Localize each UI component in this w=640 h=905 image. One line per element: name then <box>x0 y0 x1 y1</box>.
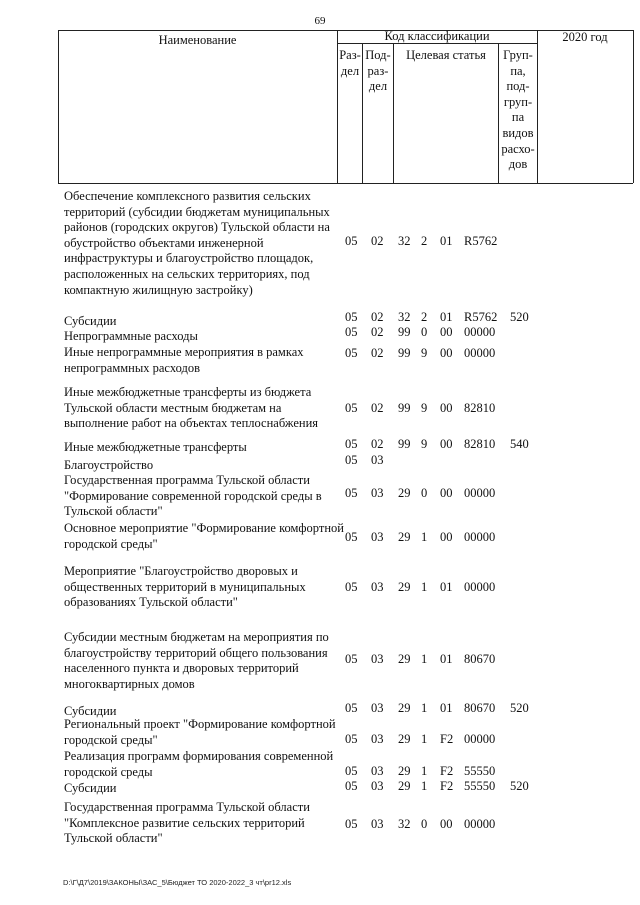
target-code-3: F2 <box>440 779 454 793</box>
target-code-1: 29 <box>398 530 411 544</box>
target-code-4: 00000 <box>464 530 496 544</box>
target-code-4: 00000 <box>464 486 496 500</box>
row-name: Непрограммные расходы <box>64 329 198 343</box>
subsection-code: 03 <box>371 530 384 544</box>
row-name: Обеспечение комплексного развития сельских территорий (субсидии бюджетам муниципальных районов (городских округов) Тульской области на обустройство объектами инженерной инфраструктуры и благоустройство площадок, расположенных на сельских территориях, под компактную жилищную застройку) <box>64 189 330 297</box>
header-subsection-line: раз- <box>367 63 389 78</box>
target-code-4: 80670 <box>464 701 496 715</box>
subsection-code: 02 <box>371 310 384 324</box>
header-year: 2020 год <box>562 30 608 44</box>
target-code-2: 1 <box>421 779 428 793</box>
header-name: Наименование <box>158 33 237 47</box>
target-code-2: 1 <box>421 530 428 544</box>
subsection-code: 03 <box>371 732 384 746</box>
row-name: Субсидии местным бюджетам на мероприятия по благоустройству территорий общего пользования населенного пункта и дворовых территорий многоквартирных домов <box>64 630 329 691</box>
target-code-3: 00 <box>440 346 453 360</box>
target-code-2: 0 <box>421 817 428 831</box>
section-code: 05 <box>345 779 358 793</box>
header-group-line: под- <box>506 79 530 94</box>
target-code-2: 0 <box>421 486 428 500</box>
row-name: Иные межбюджетные трансферты из бюджета Тульской области местным бюджетам на выполнение работ на объектах теплоснабжения <box>64 385 319 431</box>
target-code-3: 01 <box>440 234 453 248</box>
target-code-3: 00 <box>440 486 453 500</box>
target-code-1: 32 <box>398 234 411 248</box>
row-name: Иные непрограммные мероприятия в рамках непрограммных расходов <box>64 345 304 375</box>
row-name: Субсидии <box>64 781 117 795</box>
subsection-code: 03 <box>371 817 384 831</box>
target-code-1: 99 <box>398 325 411 339</box>
header-subsection <box>363 48 393 95</box>
row-name: Государственная программа Тульской области "Формирование современной городской среды в Тульской области" <box>64 473 322 519</box>
header-code-group: Код классификации <box>384 29 490 43</box>
target-code-1: 29 <box>398 764 411 778</box>
target-code-4: R5762 <box>464 310 498 324</box>
target-code-3: 00 <box>440 401 453 415</box>
target-code-4: 00000 <box>464 325 496 339</box>
section-code: 05 <box>345 401 358 415</box>
expense-group-code: 520 <box>510 310 529 324</box>
header-target: Целевая статья <box>406 48 486 62</box>
section-code: 05 <box>345 732 358 746</box>
subsection-code: 02 <box>371 325 384 339</box>
target-code-1: 32 <box>398 817 411 831</box>
target-code-2: 9 <box>421 346 428 360</box>
subsection-code: 03 <box>371 580 384 594</box>
header-group-line: груп- <box>503 94 533 109</box>
row-name: Региональный проект "Формирование комфортной городской среды" <box>64 717 336 747</box>
subsection-code: 03 <box>371 652 384 666</box>
target-code-1: 29 <box>398 701 411 715</box>
target-code-1: 99 <box>398 346 411 360</box>
subsection-code: 02 <box>371 401 384 415</box>
file-path-footer: D:\Г\Д7\2019\ЗАКОНЫ\ЗАС_5\Бюджет ТО 2020-2022_3 чт\pr12.xls <box>63 878 292 887</box>
header-section-line: Раз- <box>339 48 361 62</box>
section-code: 05 <box>345 764 358 778</box>
subsection-code: 03 <box>371 764 384 778</box>
target-code-4: R5762 <box>464 234 498 248</box>
subsection-code: 02 <box>371 437 384 451</box>
target-code-1: 29 <box>398 486 411 500</box>
target-code-4: 82810 <box>464 437 496 451</box>
target-code-4: 80670 <box>464 652 496 666</box>
header-group <box>499 48 537 173</box>
target-code-1: 32 <box>398 310 411 324</box>
header-subsection-line: Под- <box>365 48 391 62</box>
target-code-3: 00 <box>440 325 453 339</box>
target-code-1: 29 <box>398 732 411 746</box>
target-code-3: F2 <box>440 764 454 778</box>
row-name: Благоустройство <box>64 458 154 472</box>
row-name: Иные межбюджетные трансферты <box>64 440 247 454</box>
subsection-code: 02 <box>371 234 384 248</box>
target-code-3: 01 <box>440 580 453 594</box>
target-code-4: 00000 <box>464 817 496 831</box>
target-code-4: 00000 <box>464 346 496 360</box>
section-code: 05 <box>345 346 358 360</box>
section-code: 05 <box>345 453 358 467</box>
target-code-2: 0 <box>421 325 428 339</box>
section-code: 05 <box>345 325 358 339</box>
header-section-line: дел <box>340 63 360 78</box>
subsection-code: 03 <box>371 453 384 467</box>
target-code-1: 99 <box>398 437 411 451</box>
header-group-line: па, <box>510 63 526 78</box>
target-code-3: 01 <box>440 701 453 715</box>
subsection-code: 02 <box>371 346 384 360</box>
target-code-4: 00000 <box>464 732 496 746</box>
target-code-3: 01 <box>440 652 453 666</box>
target-code-2: 1 <box>421 580 428 594</box>
section-code: 05 <box>345 652 358 666</box>
section-code: 05 <box>345 530 358 544</box>
target-code-2: 2 <box>421 234 428 248</box>
header-group-line: видов <box>502 125 534 140</box>
target-code-4: 55550 <box>464 764 496 778</box>
expense-group-code: 520 <box>510 779 529 793</box>
page-number: 69 <box>314 15 326 27</box>
header-group-line: расхо- <box>501 141 535 156</box>
target-code-1: 99 <box>398 401 411 415</box>
target-code-1: 29 <box>398 580 411 594</box>
target-code-3: 00 <box>440 530 453 544</box>
target-code-4: 55550 <box>464 779 496 793</box>
target-code-2: 2 <box>421 310 428 324</box>
expense-group-code: 520 <box>510 701 529 715</box>
header-group-line: Груп- <box>503 48 533 62</box>
header-subsection-line: дел <box>368 79 388 93</box>
target-code-3: 00 <box>440 817 453 831</box>
target-code-1: 29 <box>398 779 411 793</box>
target-code-4: 82810 <box>464 401 496 415</box>
target-code-3: F2 <box>440 732 454 746</box>
section-code: 05 <box>345 580 358 594</box>
section-code: 05 <box>345 437 358 451</box>
target-code-2: 9 <box>421 401 428 415</box>
row-name: Мероприятие "Благоустройство дворовых и общественных территорий в муниципальных образованиях Тульской области" <box>64 564 306 610</box>
target-code-1: 29 <box>398 652 411 666</box>
section-code: 05 <box>345 817 358 831</box>
expense-group-code: 540 <box>510 437 529 451</box>
target-code-4: 00000 <box>464 580 496 594</box>
section-code: 05 <box>345 486 358 500</box>
target-code-2: 1 <box>421 732 428 746</box>
subsection-code: 03 <box>371 701 384 715</box>
row-name: Государственная программа Тульской области "Комплексное развитие сельских территорий Тульской области" <box>64 800 310 846</box>
target-code-2: 1 <box>421 701 428 715</box>
row-name: Субсидии <box>64 704 117 718</box>
row-name: Субсидии <box>64 314 117 328</box>
target-code-2: 1 <box>421 652 428 666</box>
section-code: 05 <box>345 234 358 248</box>
row-name: Основное мероприятие "Формирование комфортной городской среды" <box>64 521 344 551</box>
subsection-code: 03 <box>371 779 384 793</box>
section-code: 05 <box>345 310 358 324</box>
row-name: Реализация программ формирования современной городской среды <box>64 749 334 779</box>
target-code-3: 01 <box>440 310 453 324</box>
section-code: 05 <box>345 701 358 715</box>
target-code-2: 9 <box>421 437 428 451</box>
target-code-3: 00 <box>440 437 453 451</box>
header-group-line: дов <box>508 157 528 172</box>
header-group-line: па <box>511 110 525 125</box>
header-section <box>338 48 362 79</box>
target-code-2: 1 <box>421 764 428 778</box>
subsection-code: 03 <box>371 486 384 500</box>
